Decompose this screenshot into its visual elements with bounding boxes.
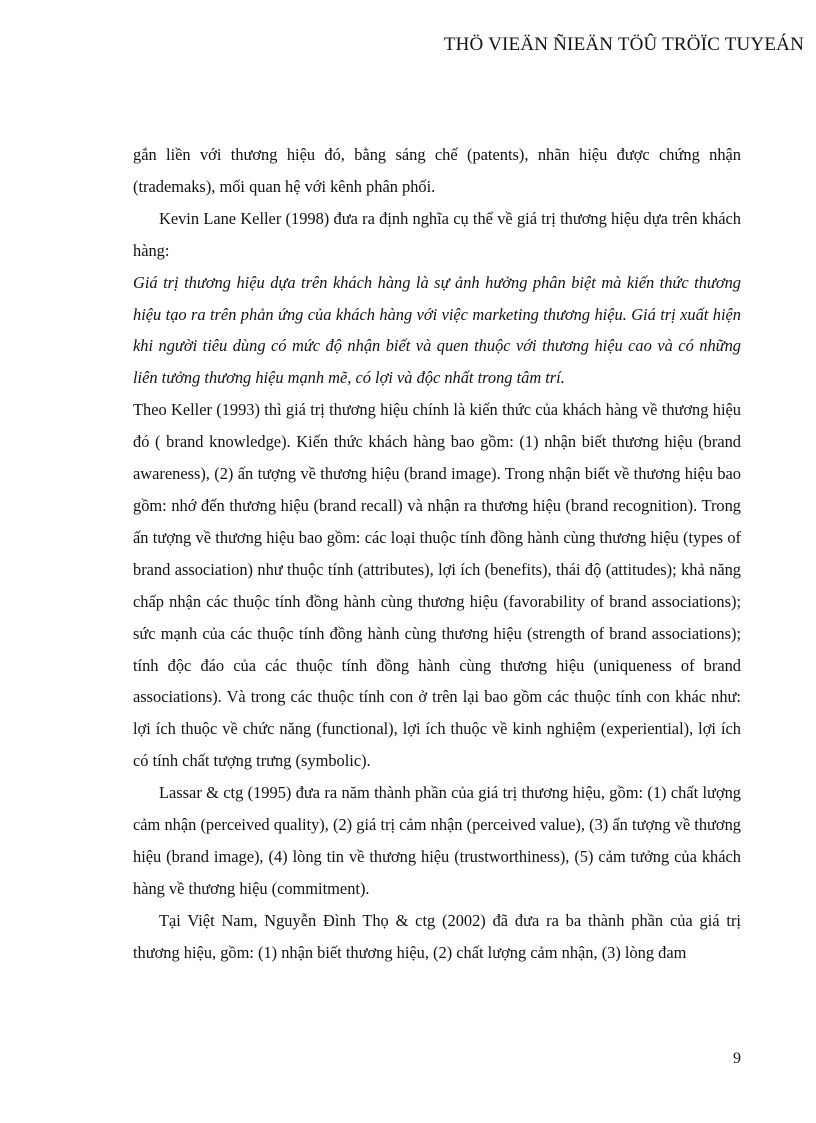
paragraph-lassar: Lassar & ctg (1995) đưa ra năm thành phần của giá trị thương hiệu, gồm: (1) chất lượng cảm nhận (perceived quality), (2) giá trị cảm nhận (perceived value), (3) ấn tượng về thương hiệu (brand image), (4) lòng tin về thương hiệu (trustworthiness), (5) cảm tưởng của khách hàng về thương hiệu (commitment).	[133, 783, 741, 898]
paragraph-continuation: gắn liền với thương hiệu đó, bằng sáng chế (patents), nhãn hiệu được chứng nhận (trademaks), mối quan hệ với kênh phân phối.	[133, 145, 741, 196]
running-header: THÖ VIEÄN ÑIEÄN TÖÛ TRÖÏC TUYEÁN	[443, 34, 804, 55]
quote-definition: Giá trị thương hiệu dựa trên khách hàng là sự ảnh hưởng phân biệt mà kiến thức thương hiệu tạo ra trên phản ứng của khách hàng với việc marketing thương hiệu. Giá trị xuất hiện khi người tiêu dùng có mức độ nhận biết và quen thuộc với thương hiệu cao và có những liên tưởng thương hiệu mạnh mẽ, có lợi và độc nhất trong tâm trí.	[133, 272, 741, 388]
page-number: 9	[733, 1050, 741, 1067]
body-text	[133, 139, 741, 969]
paragraph-vietnam: Tại Việt Nam, Nguyễn Đình Thọ & ctg (2002) đã đưa ra ba thành phần của giá trị thương hiệu, gồm: (1) nhận biết thương hiệu, (2) chất lượng cảm nhận, (3) lòng đam	[133, 910, 741, 962]
paragraph-keller-1993: Theo Keller (1993) thì giá trị thương hiệu chính là kiến thức của khách hàng về thương hiệu đó ( brand knowledge). Kiến thức khách hàng bao gồm: (1) nhận biết thương hiệu (brand awareness), (2) ấn tượng về thương hiệu (brand image). Trong nhận biết về thương hiệu bao gồm: nhớ đến thương hiệu (brand recall) và nhận ra thương hiệu (brand recognition). Trong ấn tượng về thương hiệu bao gồm: các loại thuộc tính đồng hành cùng thương hiệu (types of brand association) như thuộc tính (attributes), lợi ích (benefits), thái độ (attitudes); khả năng chấp nhận các thuộc tính đồng hành cùng thương hiệu (favorability of brand associations); sức mạnh của các thuộc tính đồng hành cùng thương hiệu (strength of brand associations); tính độc đáo của các thuộc tính đồng hành cùng thương hiệu (uniqueness of brand associations). Và trong các thuộc tính con ở trên lại bao gồm các thuộc tính con khác như: lợi ích thuộc về chức năng (functional), lợi ích thuộc về kinh nghiệm (experiential), lợi ích có tính chất tượng trưng (symbolic).	[133, 400, 741, 771]
paragraph-keller-1998: Kevin Lane Keller (1998) đưa ra định nghĩa cụ thể về giá trị thương hiệu dựa trên khách hàng:	[133, 208, 741, 260]
